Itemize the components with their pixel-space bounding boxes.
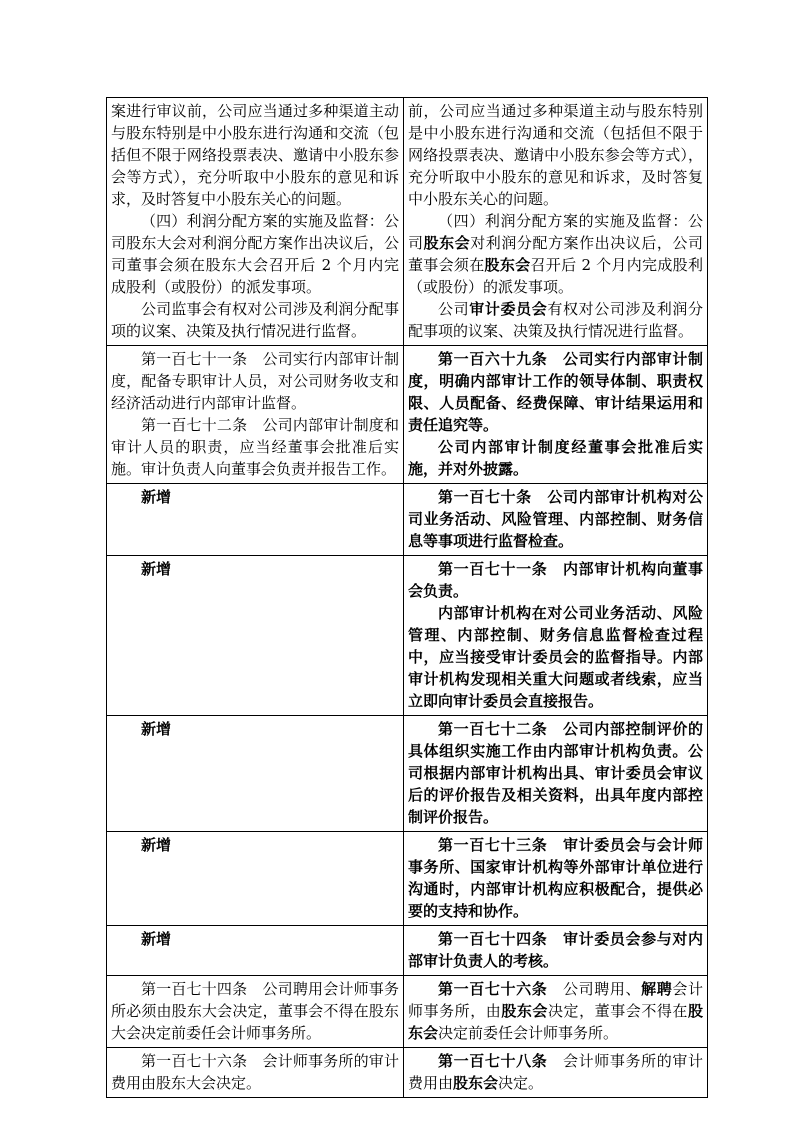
paragraph <box>111 978 399 1044</box>
clause-text: （四）利润分配方案的实施及监督：公司 <box>408 212 703 252</box>
paragraph <box>111 210 399 298</box>
revised-clause-cell <box>404 832 708 926</box>
comparison-table <box>106 97 708 1098</box>
paragraph <box>408 1050 703 1094</box>
clause-text: 决定前委任会计师事务所。 <box>438 1024 619 1042</box>
amended-text: 第一百七十二条 公司内部控制评价的具体组织实施工作由内部审计机构负责。公司根据内部审计机构出具、审计委员会审议后的评价报告及相关资料，出具年度内部控制评价报告。 <box>408 720 703 826</box>
revised-clause-cell <box>404 556 708 716</box>
table-row <box>107 716 708 832</box>
clause-text: 决定。 <box>498 1074 544 1092</box>
clause-text: 决定，董事会不得在 <box>548 1002 688 1020</box>
paragraph <box>111 558 399 580</box>
original-clause-cell <box>107 832 404 926</box>
table-row <box>107 98 708 346</box>
revised-clause-cell <box>404 926 708 976</box>
paragraph <box>408 928 703 972</box>
paragraph <box>408 978 703 1044</box>
revised-clause-cell <box>404 1048 708 1098</box>
table-row <box>107 556 708 716</box>
amended-text: 股东会 <box>501 1002 548 1020</box>
table-row <box>107 1048 708 1098</box>
amended-text: 股东会 <box>408 1002 703 1042</box>
clause-text: 公司监事会有权对公司涉及利润分配事项的议案、决策及执行情况进行监督。 <box>111 300 399 340</box>
amended-text: 新增 <box>141 560 172 578</box>
paragraph <box>408 210 703 298</box>
table-row <box>107 832 708 926</box>
paragraph <box>111 486 399 508</box>
clause-text: 第一百七十六条 会计师事务所的审计费用由股东大会决定。 <box>111 1052 399 1092</box>
clause-text: 会计师事务所，由 <box>408 980 703 1020</box>
amended-text: 新增 <box>141 836 172 854</box>
amended-text: 新增 <box>141 488 172 506</box>
amended-text: 股东会 <box>423 234 471 252</box>
amended-text: 审计委员会 <box>469 300 548 318</box>
original-clause-cell <box>107 716 404 832</box>
revised-clause-cell <box>404 716 708 832</box>
revised-clause-cell <box>404 976 708 1048</box>
original-clause-cell <box>107 976 404 1048</box>
paragraph <box>408 602 703 712</box>
revised-clause-cell <box>404 484 708 556</box>
paragraph <box>111 414 399 480</box>
paragraph <box>408 486 703 552</box>
amended-text: 公司内部审计制度经董事会批准后实施，并对外披露。 <box>408 438 703 478</box>
revised-clause-cell <box>404 346 708 484</box>
table-row <box>107 976 708 1048</box>
paragraph <box>111 298 399 342</box>
table-row <box>107 926 708 976</box>
amended-text: 第一百七十三条 审计委员会与会计师事务所、国家审计机构等外部审计单位进行沟通时，内部审计机构应积极配合，提供必要的支持和协作。 <box>408 836 703 920</box>
paragraph <box>408 298 703 342</box>
paragraph <box>111 834 399 856</box>
paragraph <box>408 100 703 210</box>
original-clause-cell <box>107 484 404 556</box>
paragraph <box>408 558 703 602</box>
clause-text: 第一百七十二条 公司内部审计制度和审计人员的职责，应当经董事会批准后实施。审计负责人向董事会负责并报告工作。 <box>111 416 399 478</box>
amended-text: 第一百七十四条 审计委员会参与对内部审计负责人的考核。 <box>408 930 703 970</box>
clause-text: 对利润分配方案作出决议后，公司董事会须在 <box>408 234 703 274</box>
paragraph <box>408 718 703 828</box>
paragraph <box>408 348 703 436</box>
amended-text: 第一百七十一条 内部审计机构向董事会负责。 <box>408 560 703 600</box>
clause-text: （四）利润分配方案的实施及监督：公司股东大会对利润分配方案作出决议后，公司董事会须在股东大会召开后 2 个月内完成股利（或股份）的派发事项。 <box>111 212 399 296</box>
amended-text: 第一百七十条 公司内部审计机构对公司业务活动、风险管理、内部控制、财务信息等事项进行监督检查。 <box>408 488 703 550</box>
clause-text: 第一百七十一条 公司实行内部审计制度，配备专职审计人员，对公司财务收支和经济活动进行内部审计监督。 <box>111 350 399 412</box>
amended-text: 股东会 <box>484 256 531 274</box>
amended-text: 第一百六十九条 公司实行内部审计制度，明确内部审计工作的领导体制、职责权限、人员配备、经费保障、审计结果运用和责任追究等。 <box>408 350 703 434</box>
clause-text: 前，公司应当通过多种渠道主动与股东特别是中小股东进行沟通和交流（包括但不限于网络投票表决、邀请中小股东参会等方式），充分听取中小股东的意见和诉求，及时答复中小股东关心的问题。 <box>408 102 703 208</box>
table-row <box>107 346 708 484</box>
clause-text: 公司聘用、 <box>547 980 642 998</box>
clause-text: 第一百七十四条 公司聘用会计师事务所必须由股东大会决定，董事会不得在股东大会决定前委任会计师事务所。 <box>111 980 399 1042</box>
original-clause-cell <box>107 556 404 716</box>
clause-text: 案进行审议前，公司应当通过多种渠道主动与股东特别是中小股东进行沟通和交流（包括但不限于网络投票表决、邀请中小股东参会等方式），充分听取中小股东的意见和诉求，及时答复中小股东关心的问题。 <box>111 102 399 208</box>
paragraph <box>111 718 399 740</box>
amended-text: 解聘 <box>641 980 673 998</box>
original-clause-cell <box>107 926 404 976</box>
paragraph <box>111 348 399 414</box>
clause-text: 有权对公司涉及利润分配事项的议案、决策及执行情况进行监督。 <box>408 300 703 340</box>
amended-text: 新增 <box>141 930 172 948</box>
paragraph <box>408 834 703 922</box>
original-clause-cell <box>107 98 404 346</box>
original-clause-cell <box>107 1048 404 1098</box>
amended-text: 第一百七十八条 <box>438 1052 548 1070</box>
original-clause-cell <box>107 346 404 484</box>
paragraph <box>111 928 399 950</box>
clause-text: 公司 <box>438 300 470 318</box>
amended-text: 内部审计机构在对公司业务活动、风险管理、内部控制、财务信息监督检查过程中，应当接受审计委员会的监督指导。内部审计机构发现相关重大问题或者线索，应当立即向审计委员会直接报告。 <box>408 604 703 710</box>
clause-text: 召开后 2 个月内完成股利（或股份）的派发事项。 <box>408 256 703 296</box>
clause-text: 会计师事务所的审计费用由 <box>408 1052 703 1092</box>
table-row <box>107 484 708 556</box>
amended-text: 股东会 <box>453 1074 499 1092</box>
revised-clause-cell <box>404 98 708 346</box>
comparison-table-body <box>107 98 708 1098</box>
amended-text: 新增 <box>141 720 172 738</box>
paragraph <box>408 436 703 480</box>
amended-text: 第一百七十六条 <box>438 980 548 998</box>
paragraph <box>111 1050 399 1094</box>
paragraph <box>111 100 399 210</box>
